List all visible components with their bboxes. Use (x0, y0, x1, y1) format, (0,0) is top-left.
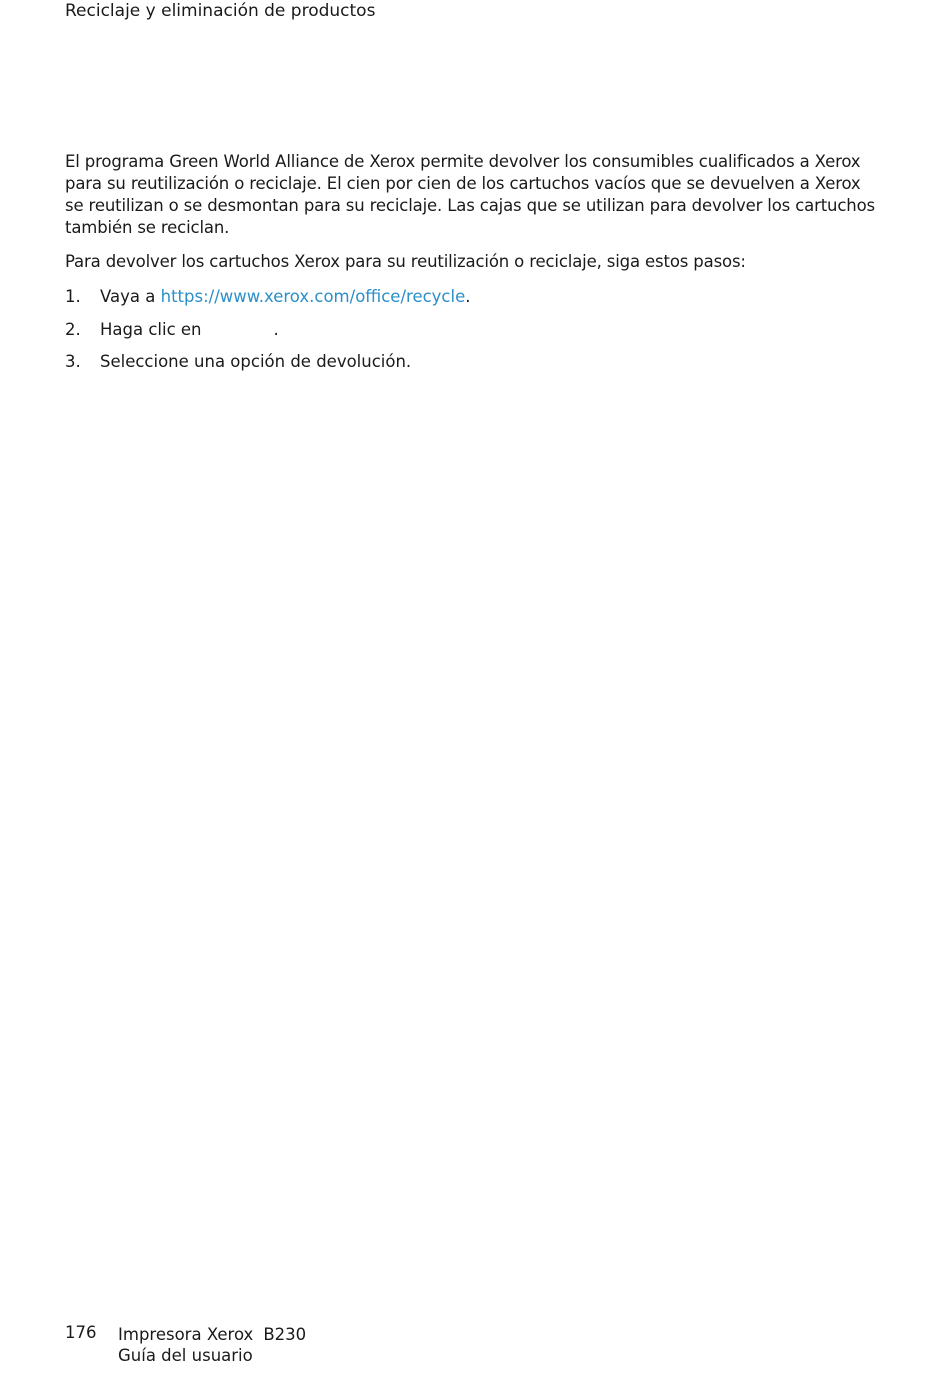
product-name: Impresora Xerox (118, 1325, 254, 1344)
step-text (100, 319, 279, 341)
running-header: Reciclaje y eliminación de productos (65, 1, 376, 21)
page-number: 176 (65, 1323, 97, 1342)
product-model: B230 (263, 1325, 307, 1344)
footer-product-info (118, 1324, 306, 1366)
step-number: 2. (65, 319, 81, 339)
step-number: 3. (65, 352, 81, 371)
step-suffix: . (273, 319, 279, 339)
steps-lead-paragraph: Para devolver los cartuchos Xerox para su reutilización o reciclaje, siga estos pasos: (65, 252, 746, 271)
intro-line: para su reutilización o reciclaje. El cien por cien de los cartuchos vacíos que se devuelven a Xerox (65, 174, 861, 193)
step-text (100, 286, 471, 308)
intro-paragraph (65, 151, 885, 239)
step-text: Seleccione una opción de devolución. (100, 352, 412, 371)
footer-product-line (118, 1324, 306, 1345)
footer-guide-title: Guía del usuario (118, 1346, 253, 1365)
step-prefix: Vaya a (100, 287, 161, 306)
step-prefix: Haga clic en (100, 319, 202, 339)
intro-line: El programa Green World Alliance de Xerox permite devolver los consumibles cualificados a Xerox (65, 152, 861, 171)
intro-line: también se reciclan. (65, 218, 230, 237)
recycle-link[interactable]: https://www.xerox.com/office/recycle (160, 287, 466, 306)
step-number: 1. (65, 287, 81, 306)
step-suffix: . (465, 287, 471, 306)
intro-line: se reutilizan o se desmontan para su reciclaje. Las cajas que se utilizan para devolver los cartuchos (65, 196, 875, 215)
